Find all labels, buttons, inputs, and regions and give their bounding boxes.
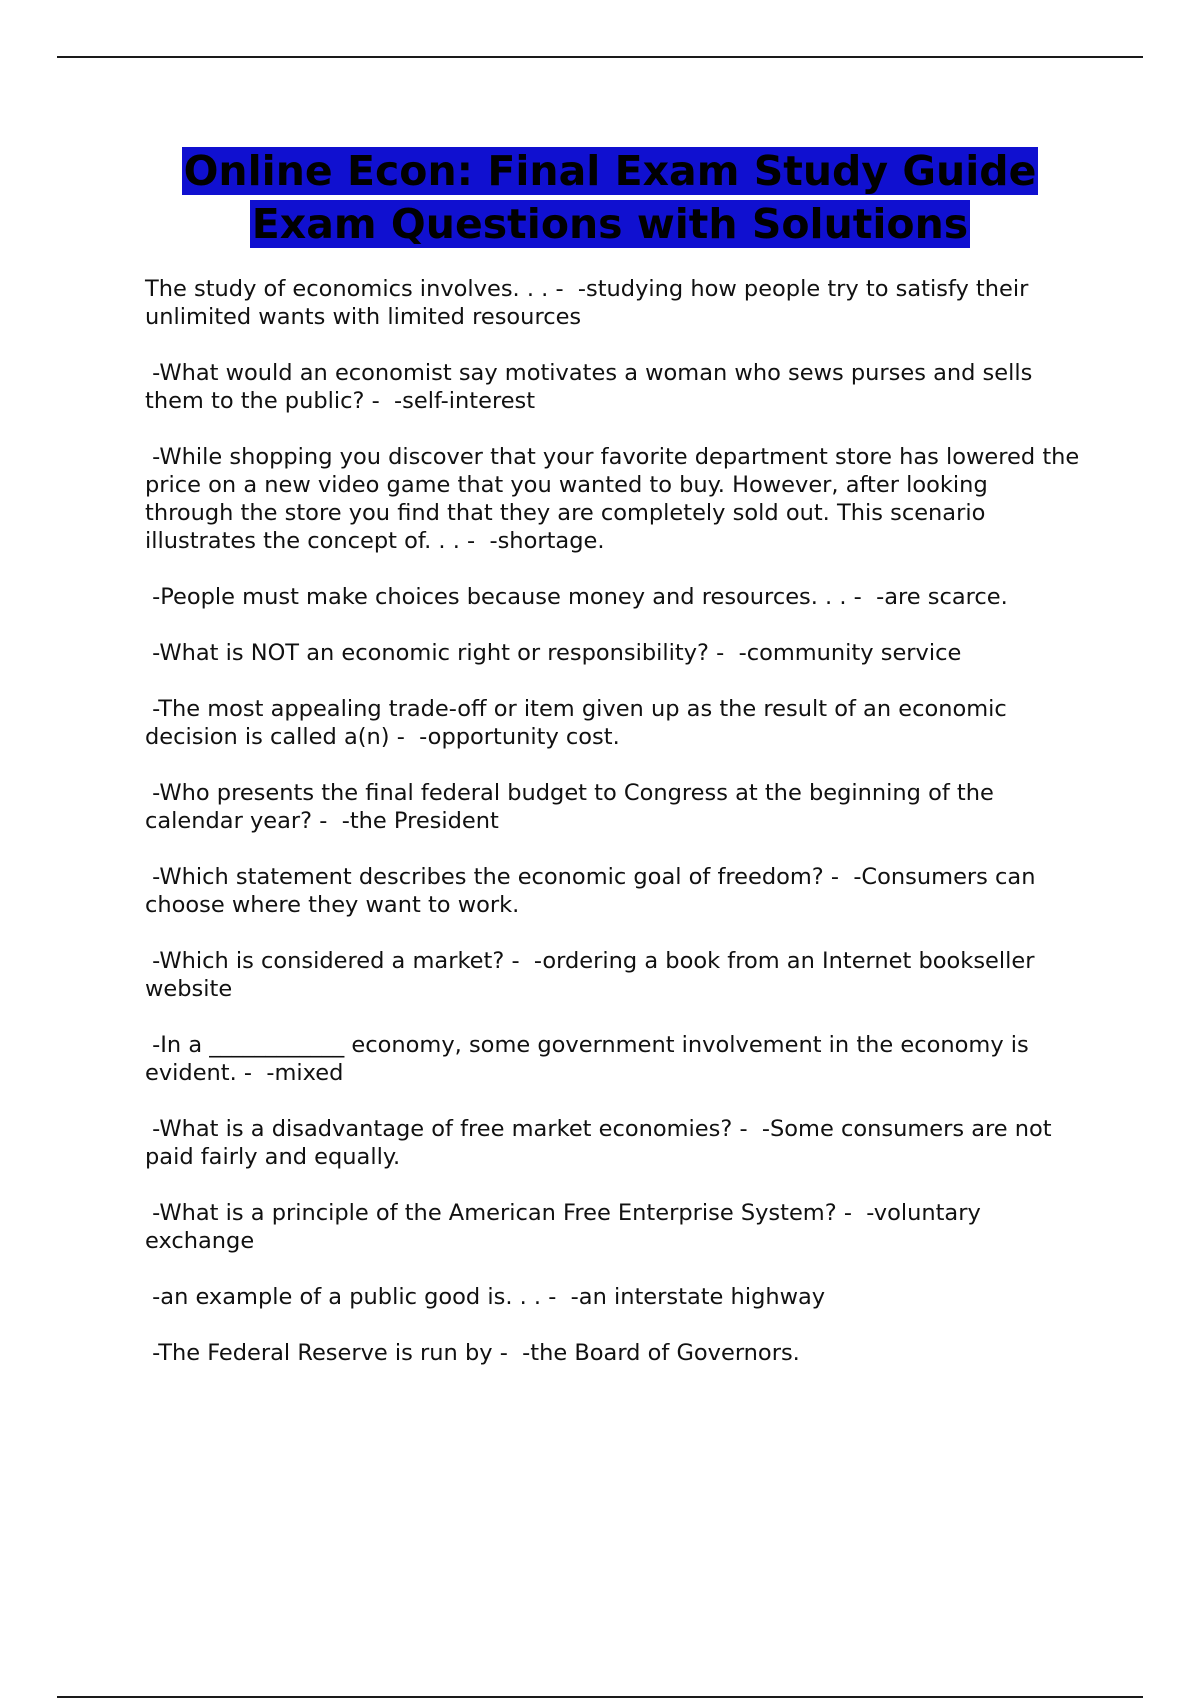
question-item: -What is NOT an economic right or responsibility? - -community service	[145, 640, 962, 666]
question-item: -Which statement describes the economic goal of freedom? - -Consumers can choose where they want to work.	[145, 864, 1043, 918]
question-item: -Who presents the final federal budget to Congress at the beginning of the calendar year? - -the President	[145, 780, 1001, 834]
title-line-1: Online Econ: Final Exam Study Guide	[183, 147, 1037, 195]
question-item: -What is a disadvantage of free market economies? - -Some consumers are not paid fairly and equally.	[145, 1116, 1059, 1170]
top-rule	[57, 56, 1143, 58]
question-item: -an example of a public good is. . . - -an interstate highway	[145, 1284, 826, 1310]
question-item: -The Federal Reserve is run by - -the Board of Governors.	[145, 1340, 800, 1366]
question-item: -Which is considered a market? - -ordering a book from an Internet bookseller website	[145, 948, 1042, 1002]
question-item: -The most appealing trade-off or item given up as the result of an economic decision is called a(n) - -opportunity cost.	[145, 696, 1014, 750]
question-item: The study of economics involves. . . - -studying how people try to satisfy their unlimited wants with limited resources	[145, 276, 1036, 330]
question-item: -What is a principle of the American Free Enterprise System? - -voluntary exchange	[145, 1200, 988, 1254]
title-line-2: Exam Questions with Solutions	[251, 200, 969, 248]
question-item: -What would an economist say motivates a woman who sews purses and sells them to the public? - -self-interest	[145, 360, 1040, 414]
document-title	[140, 145, 1080, 251]
bottom-rule	[57, 1696, 1143, 1698]
question-item: -In a ____________ economy, some government involvement in the economy is evident. - -mixed	[145, 1032, 1036, 1086]
question-item: -While shopping you discover that your favorite department store has lowered the price on a new video game that you wanted to buy. However, after looking through the store you find that they are completely sold out. This scenario illustrates the concept of. . . - -shortage.	[145, 444, 1087, 554]
question-list	[145, 275, 1087, 1395]
question-item: -People must make choices because money and resources. . . - -are scarce.	[145, 584, 1008, 610]
